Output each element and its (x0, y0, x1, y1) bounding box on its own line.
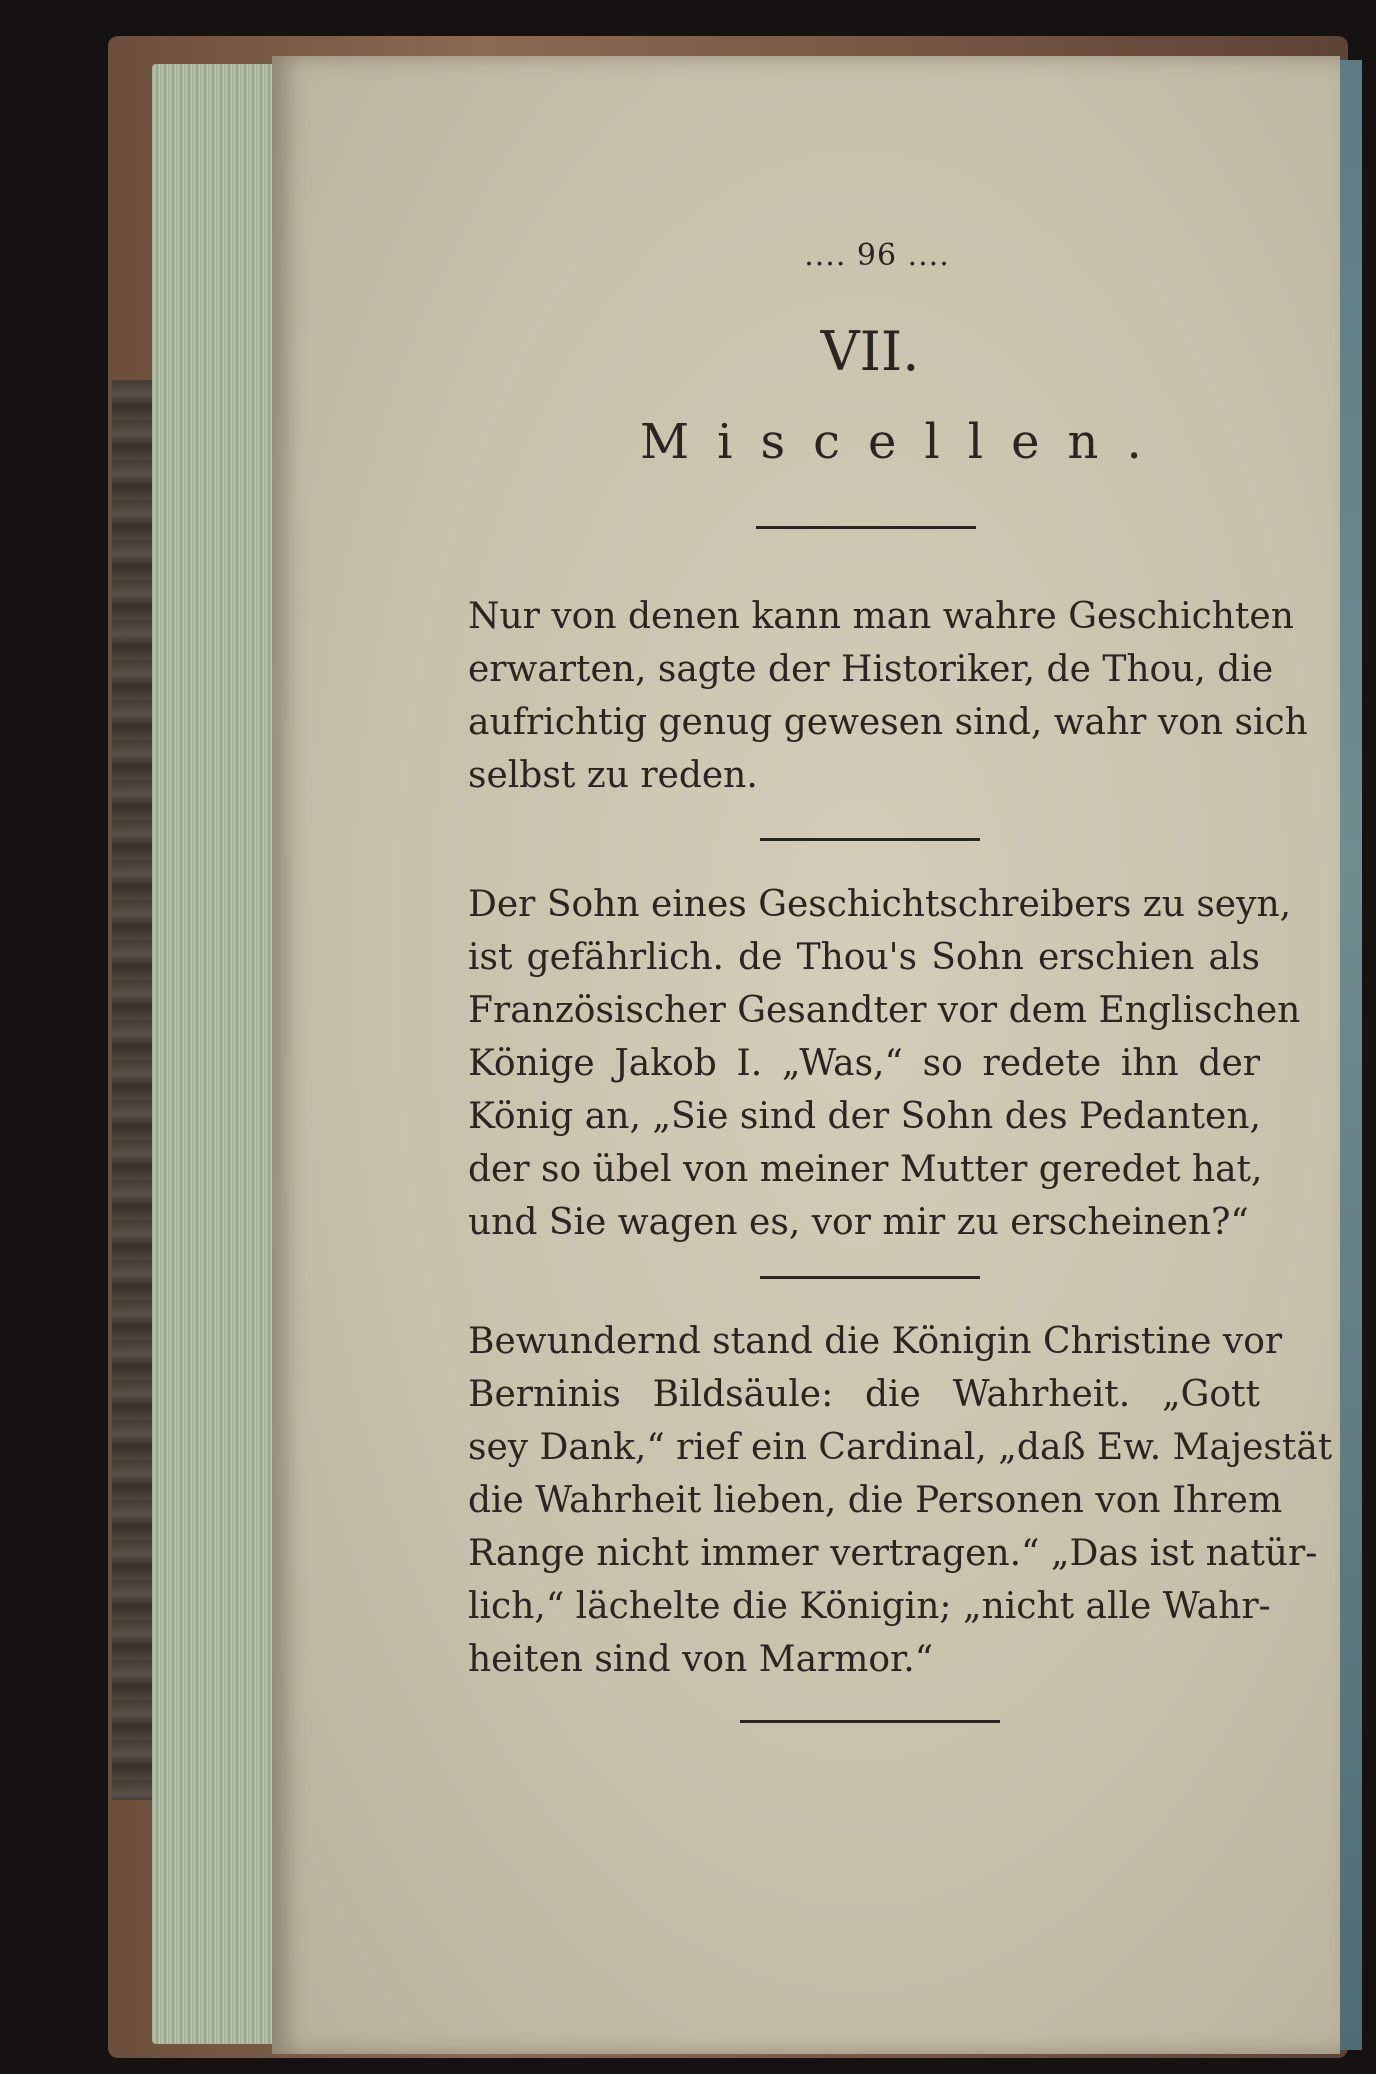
text-line: heiten sind von Marmor.“ (468, 1639, 934, 1680)
text-line: Französischer Gesandter vor dem Englischen (468, 990, 1301, 1031)
text-line: ist gefährlich. de Thou's Sohn erschien als (468, 937, 1260, 978)
page-edges (152, 64, 276, 2044)
text-line: Könige Jakob I. „Was,“ so redete ihn der (468, 1043, 1260, 1084)
section-divider (760, 838, 980, 841)
text-line: erwarten, sagte der Historiker, de Thou, die (468, 649, 1274, 690)
chapter-title: Miscellen. (640, 414, 1170, 470)
text-line: Bewundernd stand die Königin Christine vor (468, 1321, 1283, 1362)
text-line: Nur von denen kann man wahre Geschichten (468, 596, 1294, 637)
text-line: die Wahrheit lieben, die Personen von Ihrem (468, 1480, 1283, 1521)
right-page-edge (1338, 60, 1362, 2050)
paragraph-1 (468, 590, 1308, 802)
text-line: und Sie wagen es, vor mir zu erscheinen?“ (468, 1202, 1249, 1243)
section-divider (756, 526, 976, 529)
page-number: .... 96 .... (804, 238, 950, 273)
text-line: der so übel von meiner Mutter geredet hat, (468, 1149, 1263, 1190)
text-line: sey Dank,“ rief ein Cardinal, „daß Ew. Majestät (468, 1427, 1333, 1468)
text-line: Berninis Bildsäule: die Wahrheit. „Gott (468, 1374, 1260, 1415)
text-line: aufrichtig genug gewesen sind, wahr von sich (468, 702, 1308, 743)
paragraph-2 (468, 878, 1301, 1249)
text-line: selbst zu reden. (468, 755, 758, 796)
cover-marbling (112, 380, 154, 1800)
text-line: Range nicht immer vertragen.“ „Das ist natür- (468, 1533, 1318, 1574)
section-divider (760, 1276, 980, 1279)
paragraph-3 (468, 1315, 1333, 1686)
text-line: Der Sohn eines Geschichtschreibers zu seyn, (468, 884, 1292, 925)
text-line: König an, „Sie sind der Sohn des Pedanten, (468, 1096, 1261, 1137)
end-divider (740, 1720, 1000, 1723)
text-line: lich,“ lächelte die Königin; „nicht alle Wahr- (468, 1586, 1271, 1627)
chapter-number: VII. (820, 320, 920, 383)
